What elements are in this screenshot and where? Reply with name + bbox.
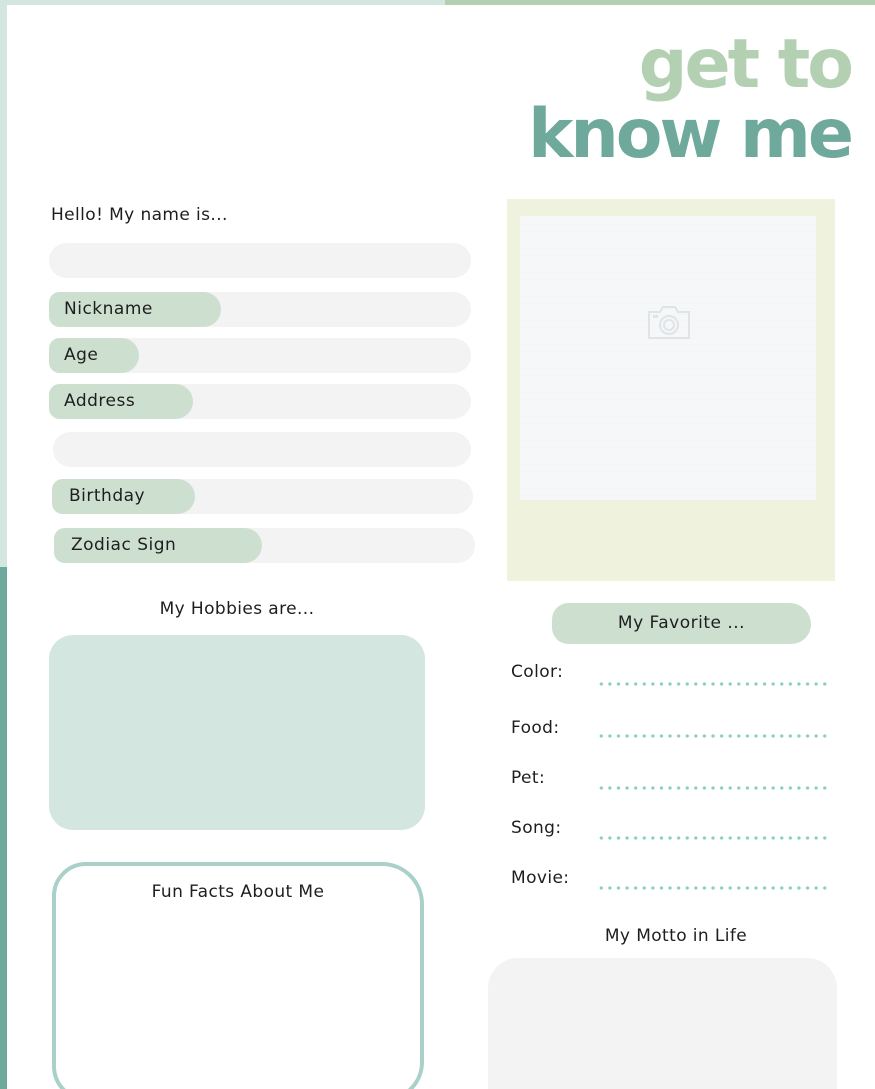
name-field[interactable] [49,243,471,278]
favorite-color-label: Color: [511,662,564,682]
zodiac-tag: Zodiac Sign [54,528,262,563]
fun-facts-box[interactable] [52,862,424,1089]
frame-top-accent-right [445,0,875,5]
motto-label: My Motto in Life [604,926,748,946]
photo-placeholder[interactable] [520,216,816,500]
favorite-movie-line[interactable] [597,886,829,890]
name-prompt-label: Hello! My name is... [51,205,228,225]
fun-facts-title: Fun Facts About Me [151,882,325,902]
birthday-field[interactable] [52,479,473,514]
nickname-tag: Nickname [49,292,221,327]
age-field[interactable] [49,338,471,373]
favorite-song-label: Song: [511,818,562,838]
motto-box[interactable] [488,958,837,1089]
favorite-food-line[interactable] [597,734,829,738]
frame-left-accent-bottom [0,567,7,1089]
nickname-field[interactable] [49,292,471,327]
favorites-heading: My Favorite ... [552,603,811,644]
favorite-pet-label: Pet: [511,768,546,788]
title-line-1: get to [638,25,851,104]
camera-icon [646,302,692,342]
favorite-color-line[interactable] [597,682,829,686]
address-field-line-2[interactable] [53,432,471,467]
frame-top-accent-left [0,0,445,5]
age-tag: Age [49,338,139,373]
page-title [528,25,851,174]
address-tag: Address [49,384,193,419]
title-line-2: know me [528,95,851,174]
hobbies-box[interactable] [49,635,425,830]
favorite-song-line[interactable] [597,836,829,840]
birthday-tag: Birthday [52,479,195,514]
favorite-pet-line[interactable] [597,786,829,790]
favorite-movie-label: Movie: [511,868,570,888]
address-field[interactable] [49,384,471,419]
zodiac-field[interactable] [54,528,475,563]
favorite-food-label: Food: [511,718,560,738]
hobbies-label: My Hobbies are... [159,599,315,619]
frame-left-accent-top [0,0,7,567]
